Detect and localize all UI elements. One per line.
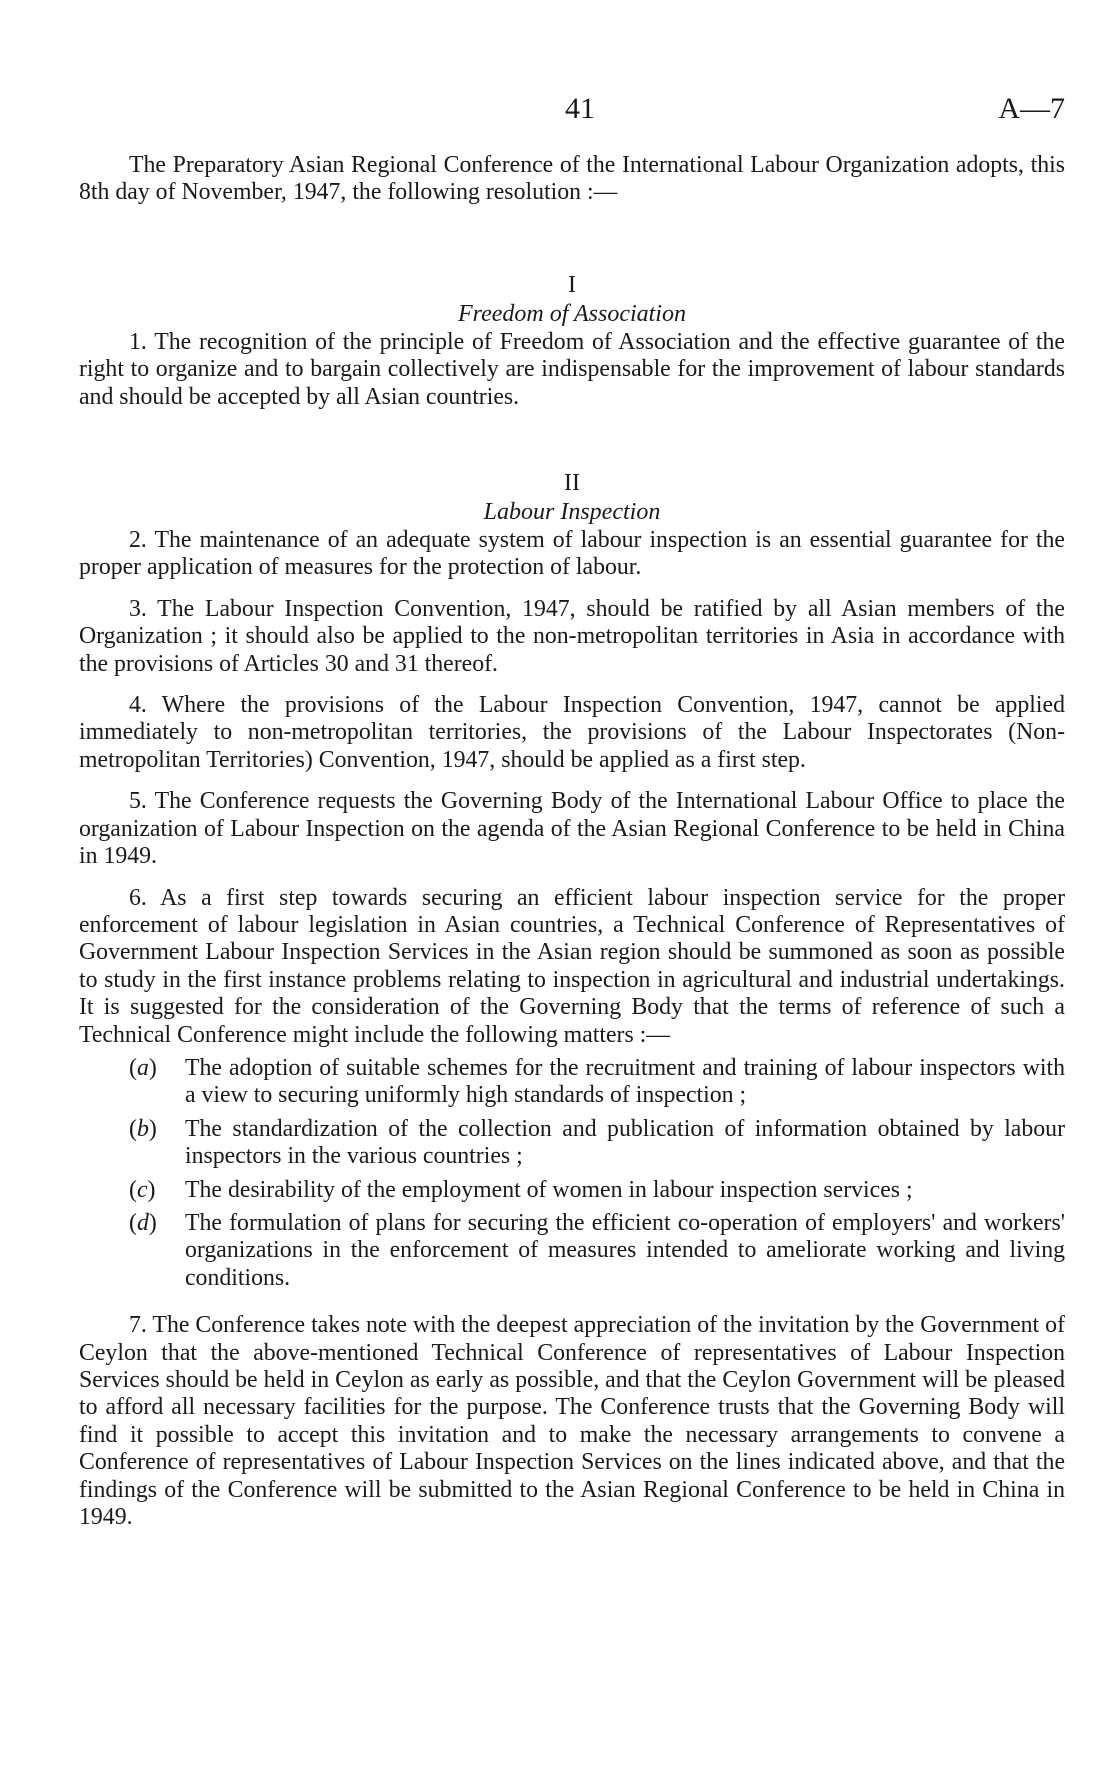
paragraph: 1. The recognition of the principle of Freedom of Association and the effective guarantee of the right to organize and to bargain collectively are indispensable for the improvement of labour standards and should be accepted by all Asian countries. xyxy=(79,328,1065,410)
page-header xyxy=(79,92,1065,134)
paragraph: 4. Where the provisions of the Labour Inspection Convention, 1947, cannot be applied immediately to non-metropolitan territories, the provisions of the Labour Inspectorates (Non-metropolitan Territories) Convention, 1947, should be applied as a first step. xyxy=(79,692,1065,773)
matters-list xyxy=(79,1055,1065,1292)
list-marker: (b) xyxy=(129,1115,157,1142)
list-item xyxy=(79,1055,1065,1110)
paragraph: 5. The Conference requests the Governing Body of the International Labour Office to place the organization of Labour Inspection on the agenda of the Asian Regional Conference to be held in China in 1949. xyxy=(79,788,1065,870)
section-numeral: I xyxy=(568,271,576,298)
document-reference: A—7 xyxy=(998,92,1065,125)
paragraph: 6. As a first step towards securing an efficient labour inspection service for the proper enforcement of labour legislation in Asian countries, a Technical Conference of Representatives of Government Labour Inspection Services in the Asian region should be summoned as soon as possible to study in the first instance problems relating to inspection in agricultural and industrial undertakings. It is suggested for the consideration of the Governing Body that the terms of reference of such a Technical Conference might include the following matters :— xyxy=(79,884,1065,1048)
intro-paragraph: The Preparatory Asian Regional Conference of the International Labour Organization adopts, this 8th day of November, 1947, the following resolution :— xyxy=(79,152,1065,206)
section-title: Freedom of Association xyxy=(458,300,686,327)
list-item xyxy=(79,1210,1065,1292)
list-item-text: The formulation of plans for securing the efficient co-operation of employers' and workers' organizations in the enforcement of measures intended to ameliorate working and living conditions. xyxy=(185,1209,1065,1291)
paragraph: 7. The Conference takes note with the deepest appreciation of the invitation by the Government of Ceylon that the above-mentioned Technical Conference of representatives of Labour Inspection Services should be held in Ceylon as early as possible, and that the Ceylon Government will be pleased to afford all necessary facilities for the purpose. The Conference trusts that the Governing Body will find it possible to accept this invitation and to make the necessary arrangements to convene a Conference of representatives of Labour Inspection Services on the lines indicated above, and that the findings of the Conference will be submitted to the Asian Regional Conference to be held in China in 1949. xyxy=(79,1312,1065,1531)
list-item-text: The adoption of suitable schemes for the recruitment and training of labour inspectors with a view to securing uniformly high standards of inspection ; xyxy=(185,1054,1065,1109)
list-item xyxy=(79,1177,1065,1204)
list-marker: (a) xyxy=(129,1054,157,1081)
section-title: Labour Inspection xyxy=(483,499,661,526)
section-numeral: II xyxy=(564,470,580,497)
list-marker: (c) xyxy=(129,1176,156,1203)
paragraph: 2. The maintenance of an adequate system of labour inspection is an essential guarantee for the proper application of measures for the protection of labour. xyxy=(79,527,1065,581)
page-number: 41 xyxy=(565,92,595,125)
list-item xyxy=(79,1116,1065,1171)
list-item-text: The desirability of the employment of women in labour inspection services ; xyxy=(185,1176,913,1203)
list-marker: (d) xyxy=(129,1209,157,1236)
paragraph: 3. The Labour Inspection Convention, 1947, should be ratified by all Asian members of the Organization ; it should also be applied to the non-metropolitan territories in Asia in accordance with the provisions of Articles 30 and 31 thereof. xyxy=(79,595,1065,677)
document-page xyxy=(79,92,1065,1531)
list-item-text: The standardization of the collection and publication of information obtained by labour inspectors in the various countries ; xyxy=(185,1115,1065,1170)
